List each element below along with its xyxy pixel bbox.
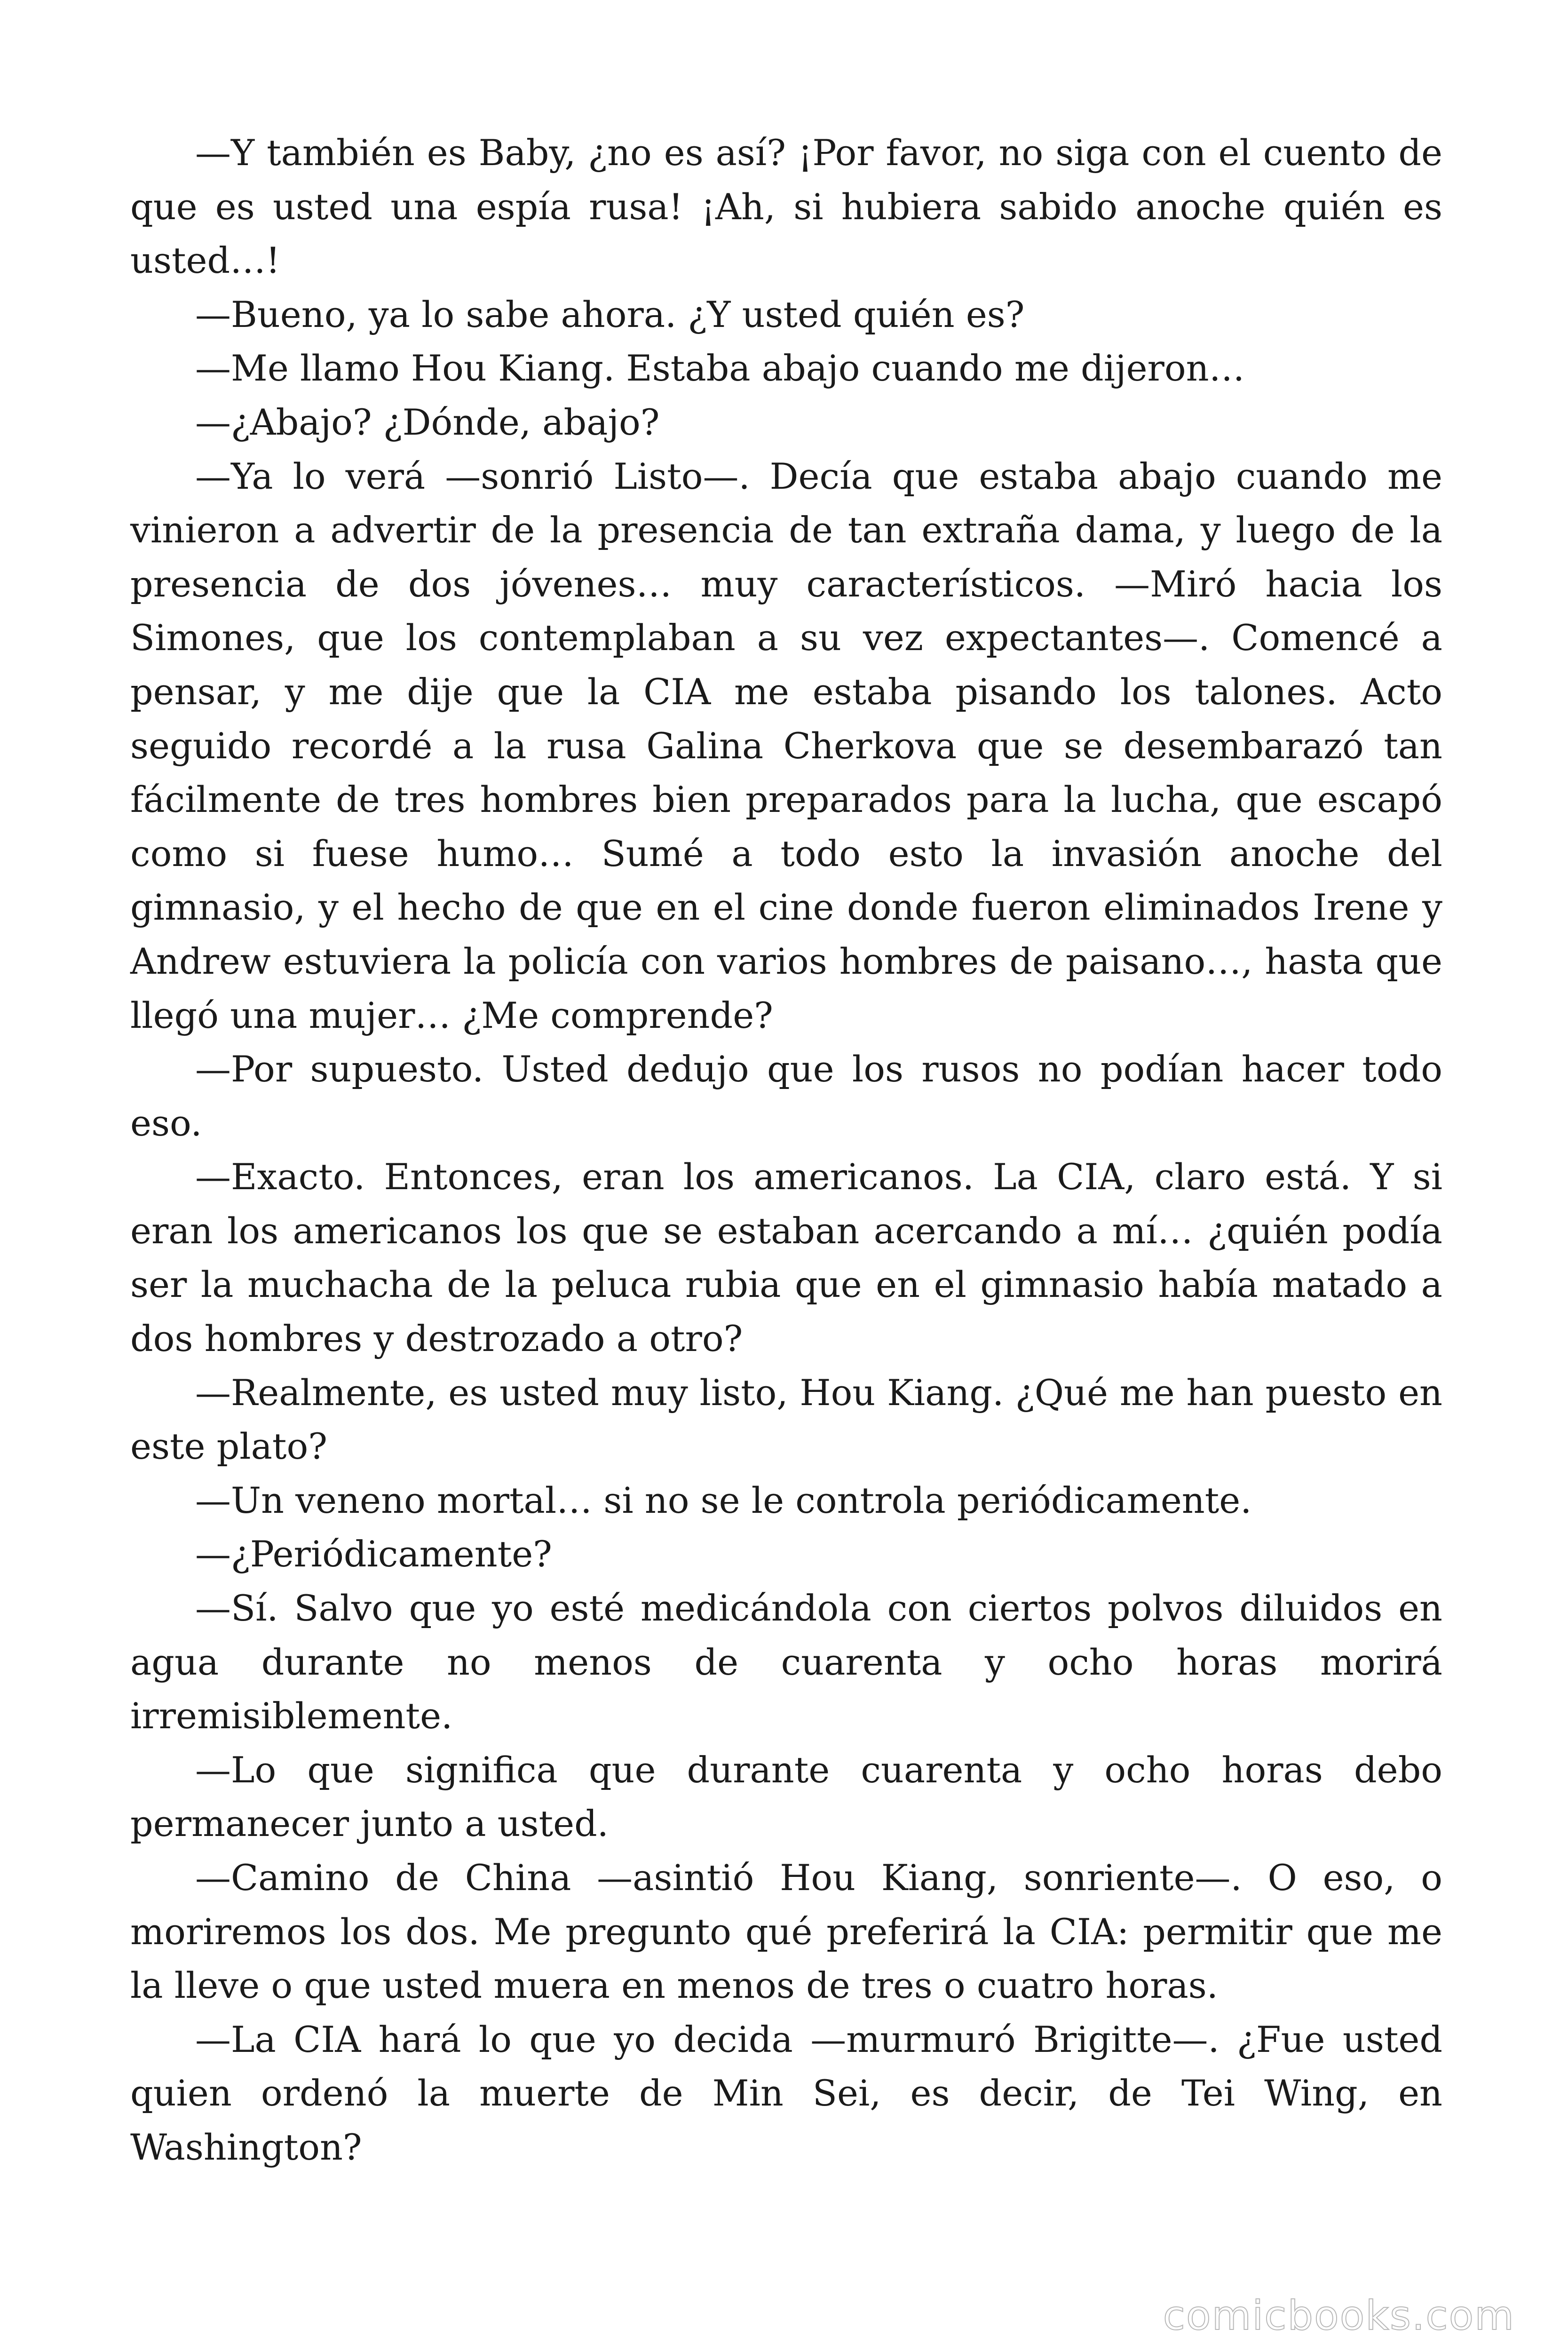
- paragraph-1: —Y también es Baby, ¿no es así? ¡Por favor, no siga con el cuento de que es usted una espía rusa! ¡Ah, si hubiera sabido anoche quién es usted…!: [130, 132, 1442, 282]
- paragraph-4: —¿Abajo? ¿Dónde, abajo?: [195, 401, 660, 443]
- paragraph-9: —Un veneno mortal… si no se le controla periódicamente.: [195, 1479, 1252, 1521]
- watermark-text: comicbooks.com: [1163, 2292, 1515, 2339]
- paragraph-7: —Exacto. Entonces, eran los americanos. La CIA, claro está. Y si eran los americanos los que se estaban acercando a mí… ¿quién podía ser la muchacha de la peluca rubia que en el gimnasio había matado a dos hombres y destrozado a otro?: [130, 1156, 1442, 1360]
- paragraph-10: —¿Periódicamente?: [195, 1533, 552, 1575]
- paragraph-8: —Realmente, es usted muy listo, Hou Kiang. ¿Qué me han puesto en este plato?: [130, 1371, 1442, 1468]
- paragraph-12: —Lo que significa que durante cuarenta y ocho horas debo permanecer junto a usted.: [130, 1748, 1442, 1845]
- paragraph-5: —Ya lo verá —sonrió Listo—. Decía que estaba abajo cuando me vinieron a advertir de la presencia de tan extraña dama, y luego de la presencia de dos jóvenes… muy característicos. —Miró hacia los Simones, que los contemplaban a su vez expectantes—. Comencé a pensar, y me dije que la CIA me estaba pisando los talones. Acto seguido recordé a la rusa Galina Cherkova que se desembarazó tan fácilmente de tres hombres bien preparados para la lucha, que escapó como si fuese humo… Sumé a todo esto la invasión anoche del gimnasio, y el hecho de que en el cine donde fueron eliminados Irene y Andrew estuviera la policía con varios hombres de paisano…, hasta que llegó una mujer… ¿Me comprende?: [130, 455, 1442, 1036]
- paragraph-3: —Me llamo Hou Kiang. Estaba abajo cuando me dijeron…: [195, 347, 1245, 389]
- paragraph-2: —Bueno, ya lo sabe ahora. ¿Y usted quién es?: [195, 293, 1025, 335]
- paragraph-14: —La CIA hará lo que yo decida —murmuró Brigitte—. ¿Fue usted quien ordenó la muerte de Min Sei, es decir, de Tei Wing, en Washington?: [130, 2018, 1442, 2168]
- paragraph-13: —Camino de China —asintió Hou Kiang, sonriente—. O eso, o moriremos los dos. Me pregunto qué preferirá la CIA: permitir que me la lleve o que usted muera en menos de tres o cuatro horas.: [130, 1857, 1442, 2007]
- page-text: [130, 126, 1442, 2175]
- paragraph-11: —Sí. Salvo que yo esté medicándola con ciertos polvos diluidos en agua durante no menos de cuarenta y ocho horas morirá irremisiblemente.: [130, 1587, 1442, 1737]
- paragraph-6: —Por supuesto. Usted dedujo que los rusos no podían hacer todo eso.: [130, 1048, 1442, 1144]
